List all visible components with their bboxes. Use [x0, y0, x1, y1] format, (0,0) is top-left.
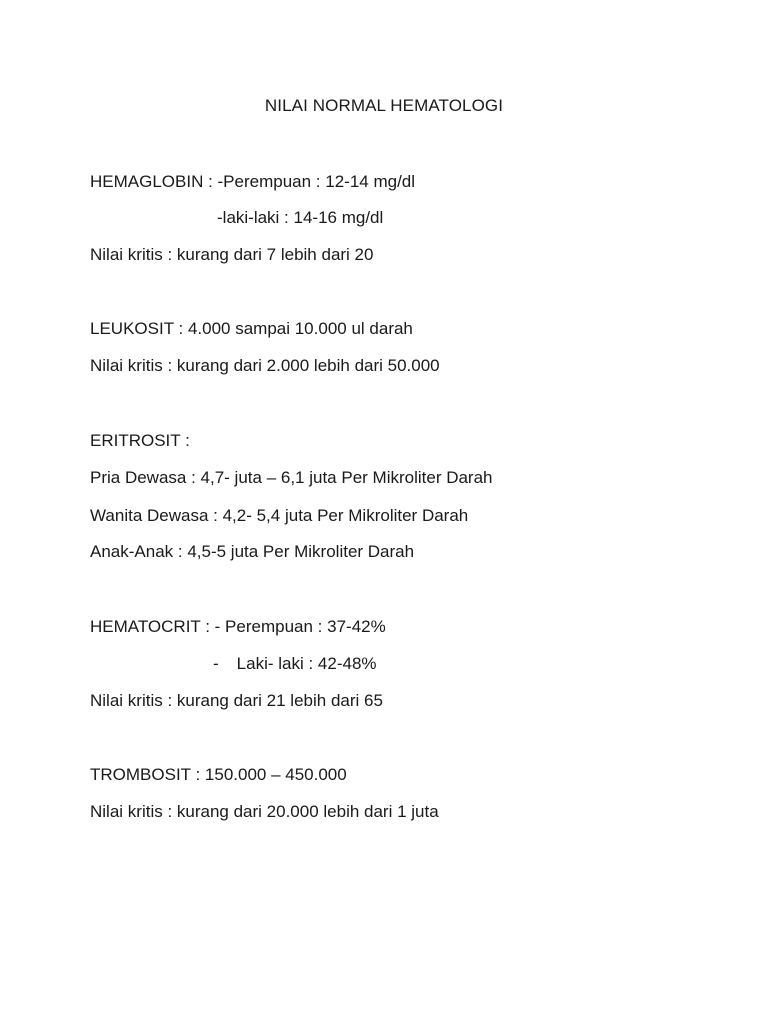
- hematocrit-kritis: Nilai kritis : kurang dari 21 lebih dari 65: [90, 691, 383, 710]
- eritrosit-anak: Anak-Anak : 4,5-5 juta Per Mikroliter Darah: [90, 542, 415, 561]
- eritrosit-wanita: Wanita Dewasa : 4,2- 5,4 juta Per Mikroliter Darah: [90, 506, 469, 525]
- leukosit-line: LEUKOSIT : 4.000 sampai 10.000 ul darah: [90, 319, 413, 338]
- leukosit-kritis: Nilai kritis : kurang dari 2.000 lebih dari 50.000: [90, 356, 440, 375]
- page-title: NILAI NORMAL HEMATOLOGI: [264, 96, 504, 115]
- trombosit-kritis: Nilai kritis : kurang dari 20.000 lebih dari 1 juta: [90, 802, 439, 821]
- trombosit-line: TROMBOSIT : 150.000 – 450.000: [90, 765, 347, 784]
- eritrosit-heading: ERITROSIT :: [90, 431, 190, 450]
- eritrosit-pria: Pria Dewasa : 4,7- juta – 6,1 juta Per Mikroliter Darah: [90, 468, 493, 487]
- hemaglobin-line-laki: -laki-laki : 14-16 mg/dl: [217, 208, 384, 227]
- hematocrit-laki-text: Laki- laki : 42-48%: [236, 654, 377, 673]
- hemaglobin-line-perempuan: HEMAGLOBIN : -Perempuan : 12-14 mg/dl: [90, 172, 416, 191]
- hematocrit-line-laki: [213, 653, 377, 675]
- hemaglobin-kritis: Nilai kritis : kurang dari 7 lebih dari 20: [90, 245, 374, 264]
- hematocrit-line-perempuan: HEMATOCRIT : - Perempuan : 37-42%: [90, 617, 386, 636]
- hematocrit-dash: -: [213, 654, 219, 673]
